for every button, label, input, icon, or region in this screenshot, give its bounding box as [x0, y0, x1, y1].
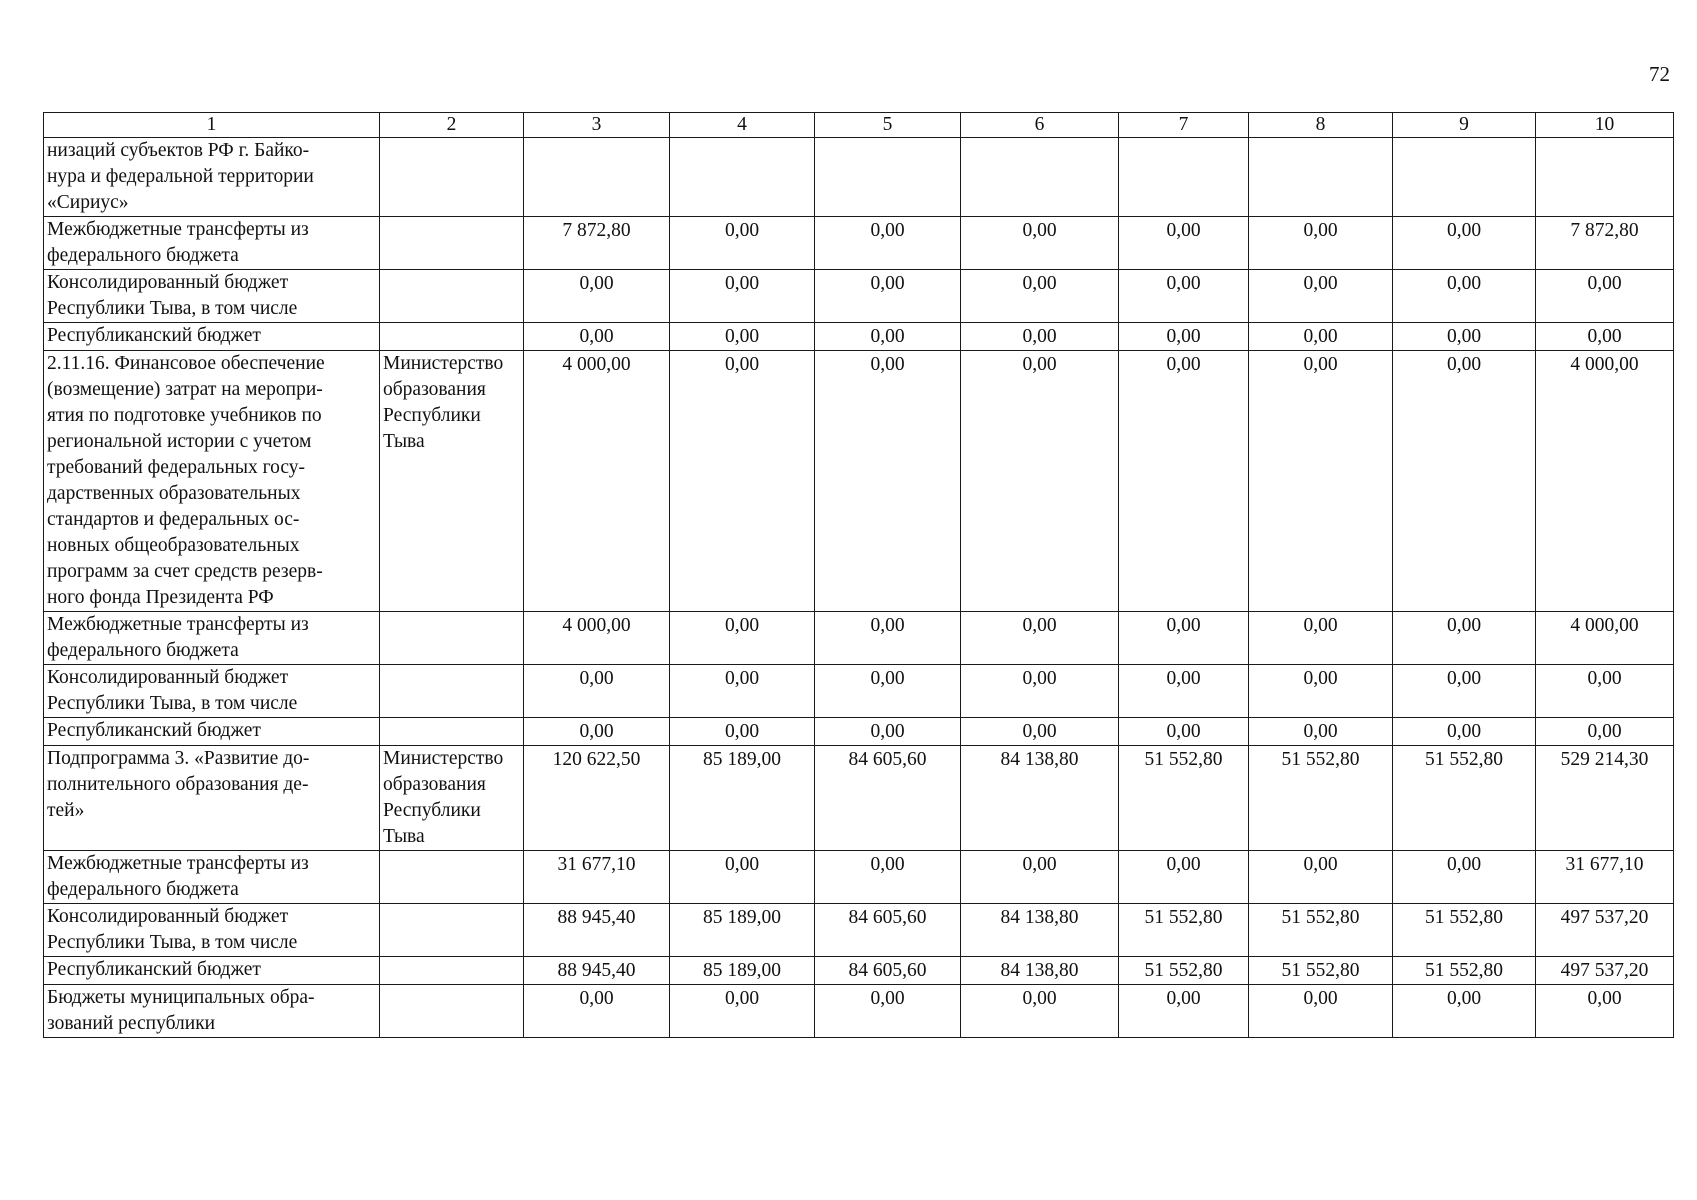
column-header: 3 — [524, 113, 670, 138]
value-cell: 0,00 — [1393, 217, 1536, 270]
budget-table — [43, 112, 1674, 1038]
responsible-org: Министерство образования Республики Тыва — [380, 746, 524, 851]
value-cell: 0,00 — [1119, 985, 1249, 1038]
value-cell: 0,00 — [815, 851, 961, 904]
column-header: 8 — [1249, 113, 1393, 138]
value-cell: 0,00 — [1119, 217, 1249, 270]
value-cell: 31 677,10 — [524, 851, 670, 904]
value-cell: 0,00 — [1393, 718, 1536, 746]
row-label: Бюджеты муниципальных обра- зований республики — [44, 985, 380, 1038]
value-cell: 0,00 — [815, 985, 961, 1038]
value-cell: 7 872,80 — [524, 217, 670, 270]
value-cell: 0,00 — [1119, 612, 1249, 665]
responsible-org: Министерство образования Республики Тыва — [380, 351, 524, 612]
value-cell: 85 189,00 — [670, 904, 815, 957]
value-cell: 51 552,80 — [1249, 957, 1393, 985]
value-cell: 0,00 — [524, 718, 670, 746]
row-label: Республиканский бюджет — [44, 718, 380, 746]
table-row — [44, 957, 1674, 985]
value-cell: 0,00 — [1393, 270, 1536, 323]
value-cell: 85 189,00 — [670, 746, 815, 851]
value-cell: 0,00 — [524, 985, 670, 1038]
column-header: 1 — [44, 113, 380, 138]
responsible-org — [380, 851, 524, 904]
table-row — [44, 985, 1674, 1038]
value-cell: 0,00 — [670, 851, 815, 904]
value-cell — [1393, 138, 1536, 217]
table-row — [44, 665, 1674, 718]
value-cell: 51 552,80 — [1393, 746, 1536, 851]
value-cell: 0,00 — [1536, 985, 1674, 1038]
responsible-org — [380, 904, 524, 957]
responsible-org — [380, 217, 524, 270]
responsible-org — [380, 270, 524, 323]
responsible-org — [380, 985, 524, 1038]
value-cell: 0,00 — [1536, 323, 1674, 351]
value-cell: 84 605,60 — [815, 904, 961, 957]
value-cell: 0,00 — [670, 665, 815, 718]
value-cell: 0,00 — [961, 351, 1119, 612]
row-label: Межбюджетные трансферты из федерального бюджета — [44, 612, 380, 665]
value-cell: 0,00 — [1249, 323, 1393, 351]
row-label: Консолидированный бюджет Республики Тыва, в том числе — [44, 665, 380, 718]
value-cell: 120 622,50 — [524, 746, 670, 851]
value-cell: 0,00 — [815, 665, 961, 718]
value-cell: 0,00 — [961, 323, 1119, 351]
row-label: низаций субъектов РФ г. Байко- нура и федеральной территории «Сириус» — [44, 138, 380, 217]
value-cell: 497 537,20 — [1536, 904, 1674, 957]
row-label: Республиканский бюджет — [44, 323, 380, 351]
value-cell: 0,00 — [524, 665, 670, 718]
page-number: 72 — [1649, 62, 1670, 86]
value-cell: 51 552,80 — [1393, 957, 1536, 985]
row-label: Республиканский бюджет — [44, 957, 380, 985]
value-cell — [815, 138, 961, 217]
table-row — [44, 612, 1674, 665]
value-cell: 51 552,80 — [1119, 957, 1249, 985]
value-cell: 0,00 — [670, 351, 815, 612]
value-cell: 529 214,30 — [1536, 746, 1674, 851]
column-header: 9 — [1393, 113, 1536, 138]
row-label: Консолидированный бюджет Республики Тыва, в том числе — [44, 904, 380, 957]
value-cell: 84 605,60 — [815, 746, 961, 851]
value-cell: 0,00 — [1393, 351, 1536, 612]
value-cell: 0,00 — [1249, 665, 1393, 718]
value-cell: 0,00 — [1536, 270, 1674, 323]
value-cell — [524, 138, 670, 217]
value-cell — [1249, 138, 1393, 217]
value-cell: 0,00 — [815, 612, 961, 665]
value-cell: 7 872,80 — [1536, 217, 1674, 270]
value-cell: 0,00 — [815, 323, 961, 351]
column-header: 4 — [670, 113, 815, 138]
value-cell: 0,00 — [1393, 851, 1536, 904]
value-cell: 0,00 — [961, 851, 1119, 904]
value-cell: 0,00 — [670, 217, 815, 270]
table-row — [44, 718, 1674, 746]
value-cell: 0,00 — [1393, 665, 1536, 718]
table-row — [44, 746, 1674, 851]
table-row — [44, 217, 1674, 270]
value-cell: 0,00 — [524, 323, 670, 351]
value-cell: 0,00 — [1249, 351, 1393, 612]
value-cell: 4 000,00 — [524, 612, 670, 665]
row-label: Подпрограмма 3. «Развитие до- полнительного образования де- тей» — [44, 746, 380, 851]
value-cell: 31 677,10 — [1536, 851, 1674, 904]
column-header: 5 — [815, 113, 961, 138]
value-cell: 0,00 — [1536, 665, 1674, 718]
value-cell: 0,00 — [815, 351, 961, 612]
value-cell: 0,00 — [1119, 718, 1249, 746]
value-cell: 85 189,00 — [670, 957, 815, 985]
value-cell: 51 552,80 — [1393, 904, 1536, 957]
value-cell: 51 552,80 — [1249, 746, 1393, 851]
value-cell: 0,00 — [961, 612, 1119, 665]
column-header: 6 — [961, 113, 1119, 138]
table-row — [44, 851, 1674, 904]
value-cell: 51 552,80 — [1249, 904, 1393, 957]
value-cell: 0,00 — [1393, 612, 1536, 665]
value-cell: 51 552,80 — [1119, 904, 1249, 957]
value-cell: 4 000,00 — [524, 351, 670, 612]
responsible-org — [380, 718, 524, 746]
row-label: Межбюджетные трансферты из федерального бюджета — [44, 217, 380, 270]
column-header: 10 — [1536, 113, 1674, 138]
value-cell: 0,00 — [961, 217, 1119, 270]
table-row — [44, 270, 1674, 323]
value-cell: 4 000,00 — [1536, 612, 1674, 665]
row-label: Межбюджетные трансферты из федерального бюджета — [44, 851, 380, 904]
value-cell: 0,00 — [961, 665, 1119, 718]
value-cell: 0,00 — [1249, 851, 1393, 904]
value-cell: 0,00 — [670, 718, 815, 746]
value-cell: 0,00 — [1119, 323, 1249, 351]
value-cell: 84 138,80 — [961, 904, 1119, 957]
value-cell: 84 138,80 — [961, 957, 1119, 985]
value-cell: 84 138,80 — [961, 746, 1119, 851]
value-cell: 0,00 — [815, 217, 961, 270]
value-cell: 0,00 — [1119, 665, 1249, 718]
value-cell: 0,00 — [1249, 270, 1393, 323]
value-cell: 0,00 — [1249, 718, 1393, 746]
value-cell: 0,00 — [1119, 351, 1249, 612]
value-cell: 497 537,20 — [1536, 957, 1674, 985]
value-cell: 0,00 — [670, 612, 815, 665]
responsible-org — [380, 612, 524, 665]
row-label: 2.11.16. Финансовое обеспечение (возмещение) затрат на меропри- ятия по подготовке учебников по региональной истории с учетом требований федеральных госу- дарственных образовательных стандартов и федеральных ос- новных общеобразовательных программ за счет средств резерв- ного фонда Президента РФ — [44, 351, 380, 612]
value-cell: 0,00 — [670, 985, 815, 1038]
value-cell: 4 000,00 — [1536, 351, 1674, 612]
value-cell: 0,00 — [670, 270, 815, 323]
table-row — [44, 323, 1674, 351]
value-cell: 0,00 — [961, 270, 1119, 323]
value-cell — [961, 138, 1119, 217]
value-cell: 0,00 — [815, 718, 961, 746]
value-cell: 0,00 — [815, 270, 961, 323]
responsible-org — [380, 138, 524, 217]
value-cell: 0,00 — [1536, 718, 1674, 746]
value-cell: 0,00 — [524, 270, 670, 323]
value-cell: 88 945,40 — [524, 904, 670, 957]
column-header: 7 — [1119, 113, 1249, 138]
value-cell: 0,00 — [1249, 612, 1393, 665]
value-cell — [1536, 138, 1674, 217]
value-cell: 0,00 — [961, 718, 1119, 746]
header-row — [44, 113, 1674, 138]
value-cell: 0,00 — [1393, 985, 1536, 1038]
table-row — [44, 138, 1674, 217]
value-cell — [670, 138, 815, 217]
value-cell — [1119, 138, 1249, 217]
value-cell: 0,00 — [1249, 985, 1393, 1038]
value-cell: 0,00 — [1119, 270, 1249, 323]
value-cell: 51 552,80 — [1119, 746, 1249, 851]
value-cell: 0,00 — [1393, 323, 1536, 351]
responsible-org — [380, 323, 524, 351]
responsible-org — [380, 665, 524, 718]
table-row — [44, 351, 1674, 612]
responsible-org — [380, 957, 524, 985]
value-cell: 84 605,60 — [815, 957, 961, 985]
row-label: Консолидированный бюджет Республики Тыва, в том числе — [44, 270, 380, 323]
value-cell: 88 945,40 — [524, 957, 670, 985]
table-row — [44, 904, 1674, 957]
value-cell: 0,00 — [670, 323, 815, 351]
value-cell: 0,00 — [1119, 851, 1249, 904]
value-cell: 0,00 — [961, 985, 1119, 1038]
table-body — [44, 138, 1674, 1038]
column-header: 2 — [380, 113, 524, 138]
value-cell: 0,00 — [1249, 217, 1393, 270]
